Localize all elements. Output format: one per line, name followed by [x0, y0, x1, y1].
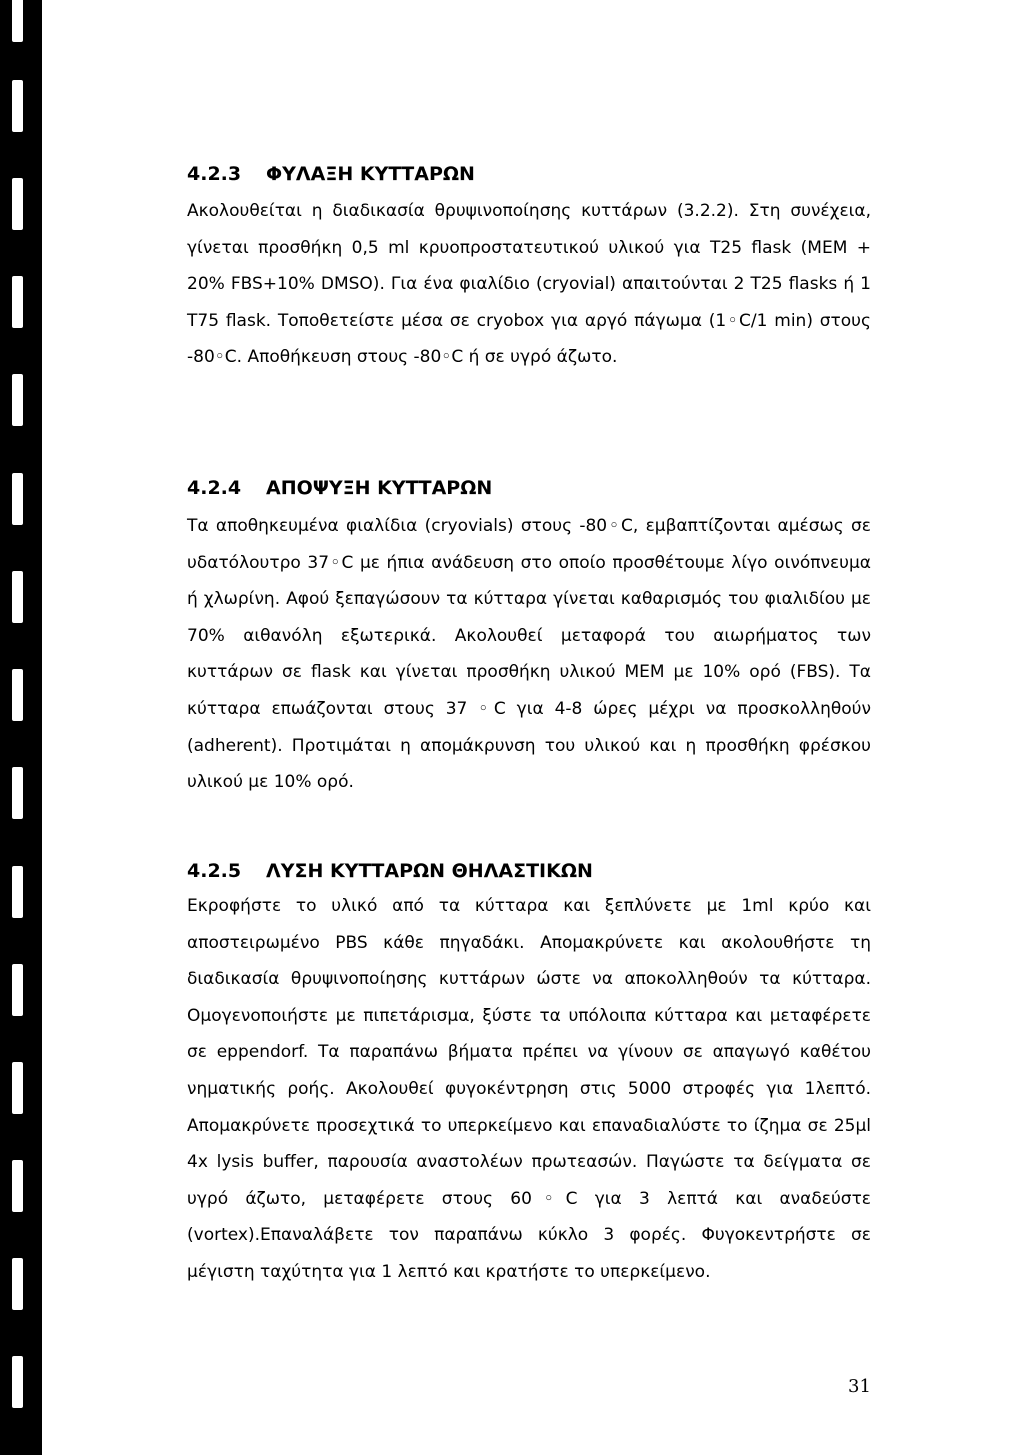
section-number: 4.2.4: [187, 477, 242, 499]
section-title: ΑΠΟΨΥΞΗ ΚΥΤΤΑΡΩΝ: [266, 477, 493, 499]
section-body: Εκροφήστε το υλικό από τα κύτταρα και ξεπλύνετε με 1ml κρύο και αποστειρωμένο PBS κάθε πηγαδάκι. Απομακρύνετε και ακολουθήστε τη διαδικασία θρυψινοποίησης κυττάρων ώστε να αποκολληθούν τα κύτταρα. Ομογενοποιήστε με πιπετάρισμα, ξύστε τα υπόλοιπα κύτταρα και μεταφέρετε σε eppendorf. Τα παραπάνω βήματα πρέπει να γίνουν σε απαγωγό καθέτου νηματικής ροής. Ακολουθεί φυγοκέντρηση στις 5000 στροφές για 1λεπτό. Απομακρύνετε προσεχτικά το υπερκείμενο και επαναδιαλύστε το ίζημα σε 25μl 4x lysis buffer, παρουσία αναστολέων πρωτεασών. Παγώστε τα δείγματα σε υγρό άζωτο, μεταφέρετε στους 60◦C για 3 λεπτά και αναδεύστε (vortex).Επαναλάβετε τον παραπάνω κύκλο 3 φορές. Φυγοκεντρήστε σε μέγιστη ταχύτητα για 1 λεπτό και κρατήστε το υπερκείμενο.: [187, 896, 871, 1282]
binding-hole: [12, 1258, 23, 1310]
section-title: ΦΥΛΑΞΗ ΚΥΤΤΑΡΩΝ: [266, 163, 475, 185]
binding-hole: [12, 178, 23, 230]
binding-hole: [12, 374, 23, 426]
section-number: 4.2.3: [187, 163, 242, 185]
binding-hole: [12, 80, 23, 132]
section-heading: [187, 477, 492, 499]
section-body: Τα αποθηκευμένα φιαλίδια (cryovials) στους -80◦C, εμβαπτίζονται αμέσως σε υδατόλουτρο 37◦C με ήπια ανάδευση στο οποίο προσθέτουμε λίγο οινόπνευμα ή χλωρίνη. Αφού ξεπαγώσουν τα κύτταρα γίνεται καθαρισμός του φιαλιδίου με 70% αιθανόλη εξωτερικά. Ακολουθεί μεταφορά του αιωρήματος των κυττάρων σε flask και γίνεται προσθήκη υλικού MEM με 10% ορό (FBS). Τα κύτταρα επωάζονται στους 37 ◦C για 4-8 ώρες μέχρι να προσκολληθούν (adherent). Προτιμάται η απομάκρυνση του υλικού και η προσθήκη φρέσκου υλικού με 10% ορό.: [187, 516, 871, 793]
section-body: Ακολουθείται η διαδικασία θρυψινοποίησης κυττάρων (3.2.2). Στη συνέχεια, γίνεται προσθήκη 0,5 ml κρυοπροστατευτικού υλικού για T25 flask (MEM + 20% FBS+10% DMSO). Για ένα φιαλίδιο (cryovial) απαιτούνται 2 T25 flasks ή 1 T75 flask. Τοποθετείστε μέσα σε cryobox για αργό πάγωμα (1◦C/1 min) στους -80◦C. Αποθήκευση στους -80◦C ή σε υγρό άζωτο.: [187, 201, 871, 368]
binding-hole: [12, 1160, 23, 1212]
binding-hole: [12, 276, 23, 328]
binding-hole: [12, 473, 23, 525]
binding-hole: [12, 669, 23, 721]
section-heading: [187, 163, 475, 185]
binding-hole: [12, 571, 23, 623]
binding-hole: [12, 1062, 23, 1114]
binding-hole: [12, 964, 23, 1016]
section-heading: [187, 860, 593, 882]
binding-hole: [12, 767, 23, 819]
page-number: 31: [848, 1376, 871, 1397]
film-binding-strip: [0, 0, 42, 1455]
binding-hole: [12, 0, 23, 42]
binding-hole: [12, 1356, 23, 1408]
binding-hole: [12, 866, 23, 918]
section-title: ΛΥΣΗ ΚΥΤΤΑΡΩΝ ΘΗΛΑΣΤΙΚΩΝ: [266, 860, 593, 882]
section-number: 4.2.5: [187, 860, 242, 882]
